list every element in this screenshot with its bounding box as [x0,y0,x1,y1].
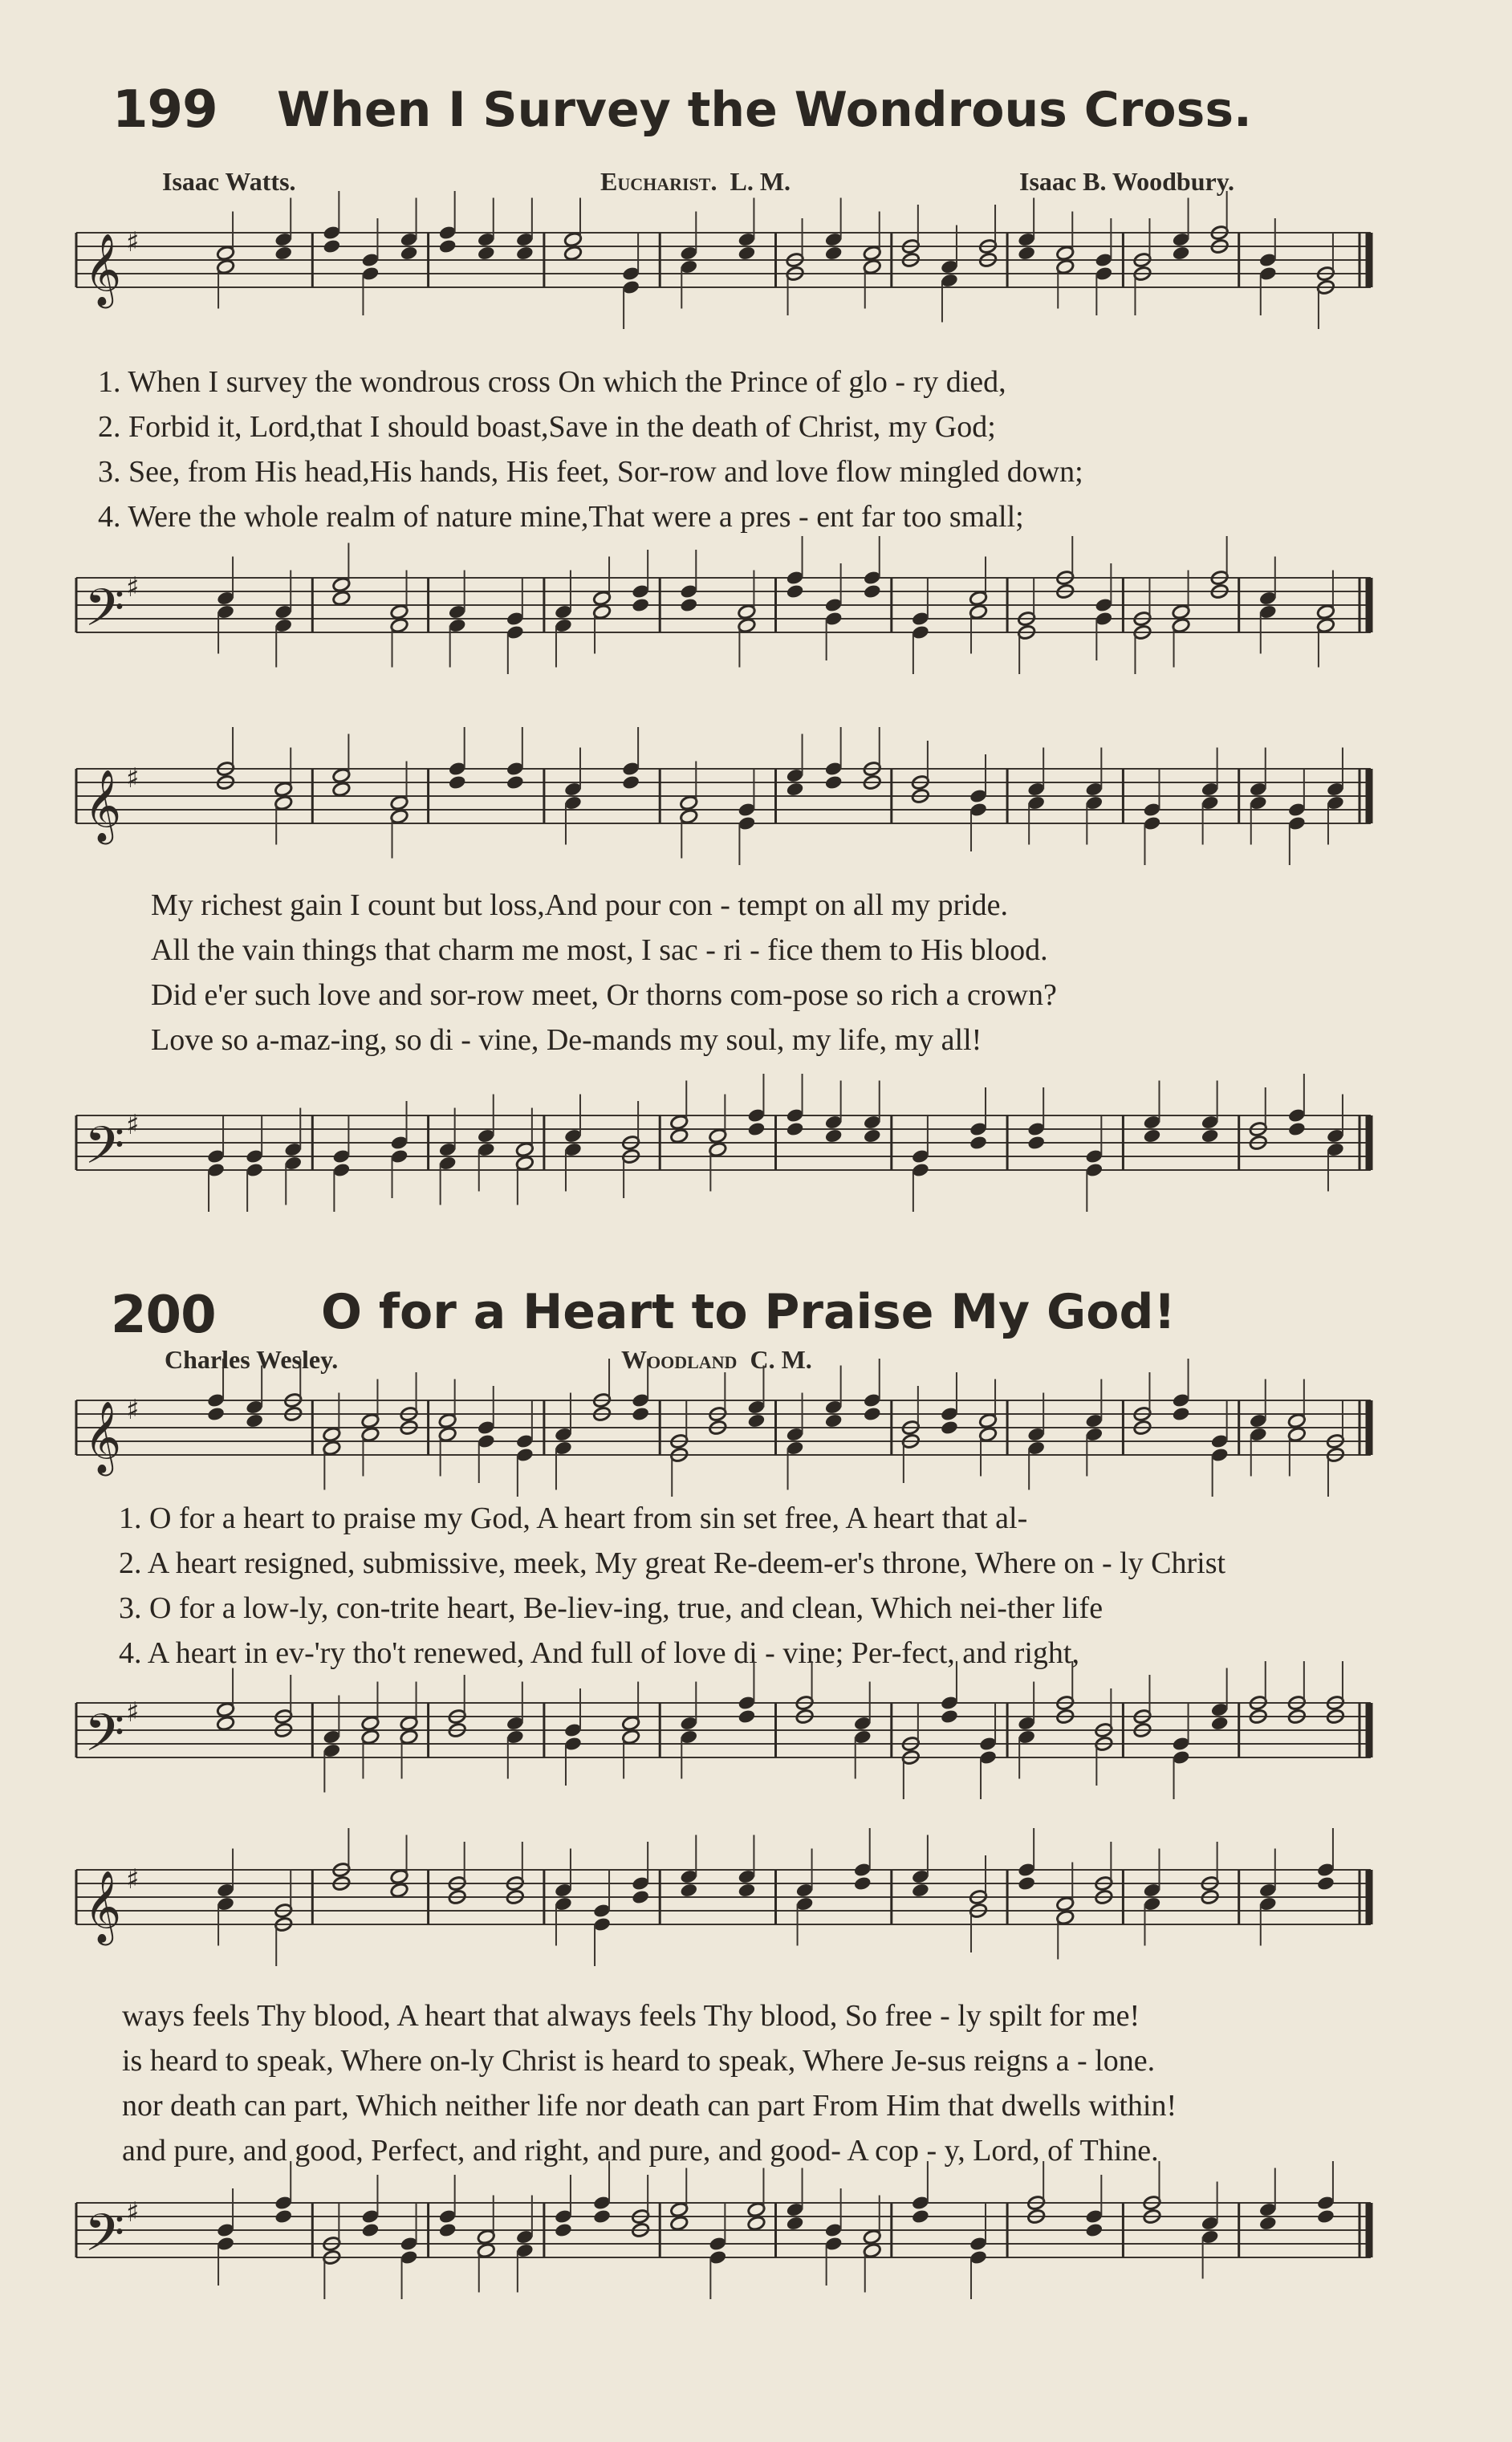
note [911,2208,930,2225]
clef-icon: 𝄢 [84,579,125,651]
lyric-line: 1. O for a heart to praise my God, A heart from sin set free, A heart that al- [119,1501,1028,1535]
key-signature-icon: ♯ [126,1863,140,1895]
lyric-line: and pure, and good, Perfect, and right, and pure, and good- A cop - y, Lord, of Thine. [122,2134,1159,2168]
hymn-number: 200 [111,1286,216,1345]
note [361,2222,380,2238]
hymn-author: Isaac Watts. [162,167,296,196]
note [747,2216,766,2232]
lyric-line: Did e'er such love and sor-row meet, Or thorns com-pose so rich a crown? [151,978,1057,1012]
lyric-line: 2. A heart resigned, submissive, meek, My great Re-deem-er's throne, Where on - ly Christ [119,1546,1226,1580]
lyric-line: 4. Were the whole realm of nature mine,That were a pres - ent far too small; [98,500,1024,534]
hymn-number: 199 [112,80,217,140]
lyric-line: 1. When I survey the wondrous cross On which the Prince of glo - ry died, [98,365,1006,399]
clef-icon: 𝄢 [84,1704,125,1776]
lyric-line: 3. O for a low-ly, con-trite heart, Be-liev-ing, true, and clean, Which nei-ther life [119,1591,1104,1625]
lyric-line: ways feels Thy blood, A heart that always feels Thy blood, So free - ly spilt for me! [122,1999,1140,2033]
note [669,2216,689,2232]
hymn-title: O for a Heart to Praise My God! [321,1284,1176,1340]
tune-meter: C. M. [750,1345,812,1374]
tune-name: Eucharist. [600,167,717,196]
note [438,2222,457,2238]
key-signature-icon: ♯ [126,2196,140,2229]
key-signature-icon: ♯ [126,762,140,794]
key-signature-icon: ♯ [126,226,140,258]
lyric-line: is heard to speak, Where on-ly Christ is heard to speak, Where Je-sus reigns a - lone. [122,2044,1156,2078]
note [1085,2222,1104,2238]
clef-icon: 𝄢 [84,2204,125,2276]
clef-icon: 𝄞 [84,770,122,842]
clef-icon: 𝄞 [84,1401,122,1473]
key-signature-icon: ♯ [126,1696,140,1729]
hymn-author: Charles Wesley. [165,1345,339,1374]
tune-name: Woodland [621,1345,738,1374]
clef-icon: 𝄞 [84,234,122,306]
lyric-line: Love so a-maz-ing, so di - vine, De-mands my soul, my life, my all! [151,1023,982,1057]
staff-lines [76,2203,1371,2257]
hymn-composer: Isaac B. Woodbury. [1019,167,1234,196]
clef-icon: 𝄢 [84,1116,125,1188]
note [274,2208,293,2225]
note [786,2216,805,2232]
lyric-line: 2. Forbid it, Lord,that I should boast,Save in the death of Christ, my God; [98,410,996,444]
key-signature-icon: ♯ [126,1109,140,1141]
key-signature-icon: ♯ [126,1394,140,1426]
note [554,2222,573,2238]
lyric-line: 3. See, from His head,His hands, His feet, Sor-row and love flow mingled down; [98,455,1083,489]
note [1316,2208,1335,2225]
lyric-line: All the vain things that charm me most, I sac - ri - fice them to His blood. [151,933,1048,967]
key-signature-icon: ♯ [126,571,140,603]
clef-icon: 𝄞 [84,1871,122,1943]
lyric-line: nor death can part, Which neither life nor death can part From Him that dwells within! [122,2089,1177,2123]
hymn-title: When I Survey the Wondrous Cross. [277,82,1252,138]
note [592,2208,612,2225]
tune-meter: L. M. [730,167,791,196]
lyric-line: My richest gain I count but loss,And pour con - tempt on all my pride. [151,888,1009,922]
note [1258,2216,1278,2232]
lyric-line: 4. A heart in ev-'ry tho't renewed, And full of love di - vine; Per-fect, and right, [119,1636,1079,1670]
